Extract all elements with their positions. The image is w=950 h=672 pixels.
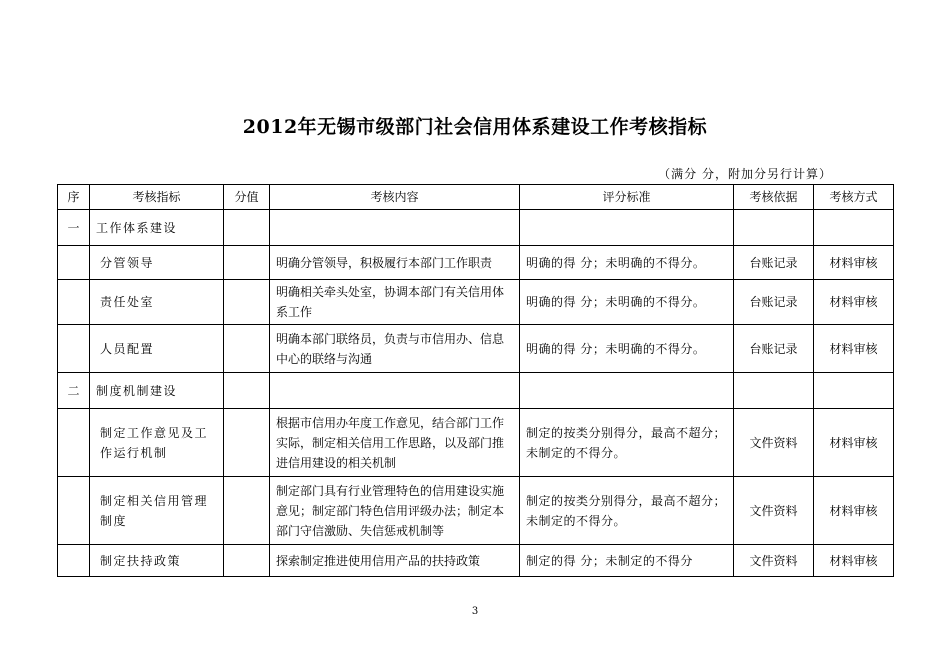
basis-cell: 文件资料 bbox=[734, 409, 814, 477]
method-cell: 材料审核 bbox=[814, 325, 894, 373]
method-cell: 材料审核 bbox=[814, 280, 894, 325]
table-row bbox=[58, 409, 894, 477]
indicator-cell: 人员配置 bbox=[90, 325, 224, 373]
standard-cell: 明确的得 分；未明确的不得分。 bbox=[520, 280, 734, 325]
table-row bbox=[58, 280, 894, 325]
section-number: 一 bbox=[58, 210, 90, 246]
col-header-standard: 评分标准 bbox=[520, 185, 734, 210]
indicator-cell: 制定工作意见及工作运行机制 bbox=[90, 409, 224, 477]
standard-cell: 制定的得 分；未制定的不得分 bbox=[520, 545, 734, 577]
score-cell bbox=[224, 409, 270, 477]
content-cell: 明确分管领导，积极履行本部门工作职责 bbox=[270, 246, 520, 280]
score-note: （满分 分，附加分另行计算） bbox=[658, 167, 832, 181]
page-title: 2012年无锡市级部门社会信用体系建设工作考核指标 bbox=[242, 116, 708, 138]
method-cell: 材料审核 bbox=[814, 477, 894, 545]
content-cell: 明确本部门联络员，负责与市信用办、信息中心的联络与沟通 bbox=[270, 325, 520, 373]
section-number: 二 bbox=[58, 373, 90, 409]
standard-cell: 明确的得 分；未明确的不得分。 bbox=[520, 246, 734, 280]
assessment-table bbox=[57, 184, 894, 577]
table-row bbox=[58, 545, 894, 577]
score-cell bbox=[224, 477, 270, 545]
table-row bbox=[58, 477, 894, 545]
basis-cell: 台账记录 bbox=[734, 280, 814, 325]
basis-cell: 文件资料 bbox=[734, 477, 814, 545]
basis-cell: 文件资料 bbox=[734, 545, 814, 577]
score-cell bbox=[224, 325, 270, 373]
col-header-score: 分值 bbox=[224, 185, 270, 210]
standard-cell: 制定的按类分别得分，最高不超分；未制定的不得分。 bbox=[520, 477, 734, 545]
basis-cell: 台账记录 bbox=[734, 325, 814, 373]
section-name: 制度机制建设 bbox=[90, 373, 224, 409]
basis-cell: 台账记录 bbox=[734, 246, 814, 280]
section-name: 工作体系建设 bbox=[90, 210, 224, 246]
col-header-indicator: 考核指标 bbox=[90, 185, 224, 210]
indicator-cell: 分管领导 bbox=[90, 246, 224, 280]
indicator-cell: 责任处室 bbox=[90, 280, 224, 325]
col-header-content: 考核内容 bbox=[270, 185, 520, 210]
table-header-row bbox=[58, 185, 894, 210]
method-cell: 材料审核 bbox=[814, 246, 894, 280]
method-cell: 材料审核 bbox=[814, 545, 894, 577]
section-row bbox=[58, 210, 894, 246]
col-header-basis: 考核依据 bbox=[734, 185, 814, 210]
score-cell bbox=[224, 545, 270, 577]
content-cell: 明确相关牵头处室，协调本部门有关信用体系工作 bbox=[270, 280, 520, 325]
score-cell bbox=[224, 246, 270, 280]
table-row bbox=[58, 325, 894, 373]
content-cell: 制定部门具有行业管理特色的信用建设实施意见；制定部门特色信用评级办法；制定本部门守信激励、失信惩戒机制等 bbox=[270, 477, 520, 545]
indicator-cell: 制定相关信用管理制度 bbox=[90, 477, 224, 545]
standard-cell: 明确的得 分；未明确的不得分。 bbox=[520, 325, 734, 373]
standard-cell: 制定的按类分别得分，最高不超分；未制定的不得分。 bbox=[520, 409, 734, 477]
method-cell: 材料审核 bbox=[814, 409, 894, 477]
indicator-cell: 制定扶持政策 bbox=[90, 545, 224, 577]
section-row bbox=[58, 373, 894, 409]
content-cell: 根据市信用办年度工作意见，结合部门工作实际，制定相关信用工作思路，以及部门推进信用建设的相关机制 bbox=[270, 409, 520, 477]
table-row bbox=[58, 246, 894, 280]
page-number: 3 bbox=[471, 606, 479, 617]
col-header-index: 序 bbox=[58, 185, 90, 210]
content-cell: 探索制定推进使用信用产品的扶持政策 bbox=[270, 545, 520, 577]
score-cell bbox=[224, 280, 270, 325]
col-header-method: 考核方式 bbox=[814, 185, 894, 210]
